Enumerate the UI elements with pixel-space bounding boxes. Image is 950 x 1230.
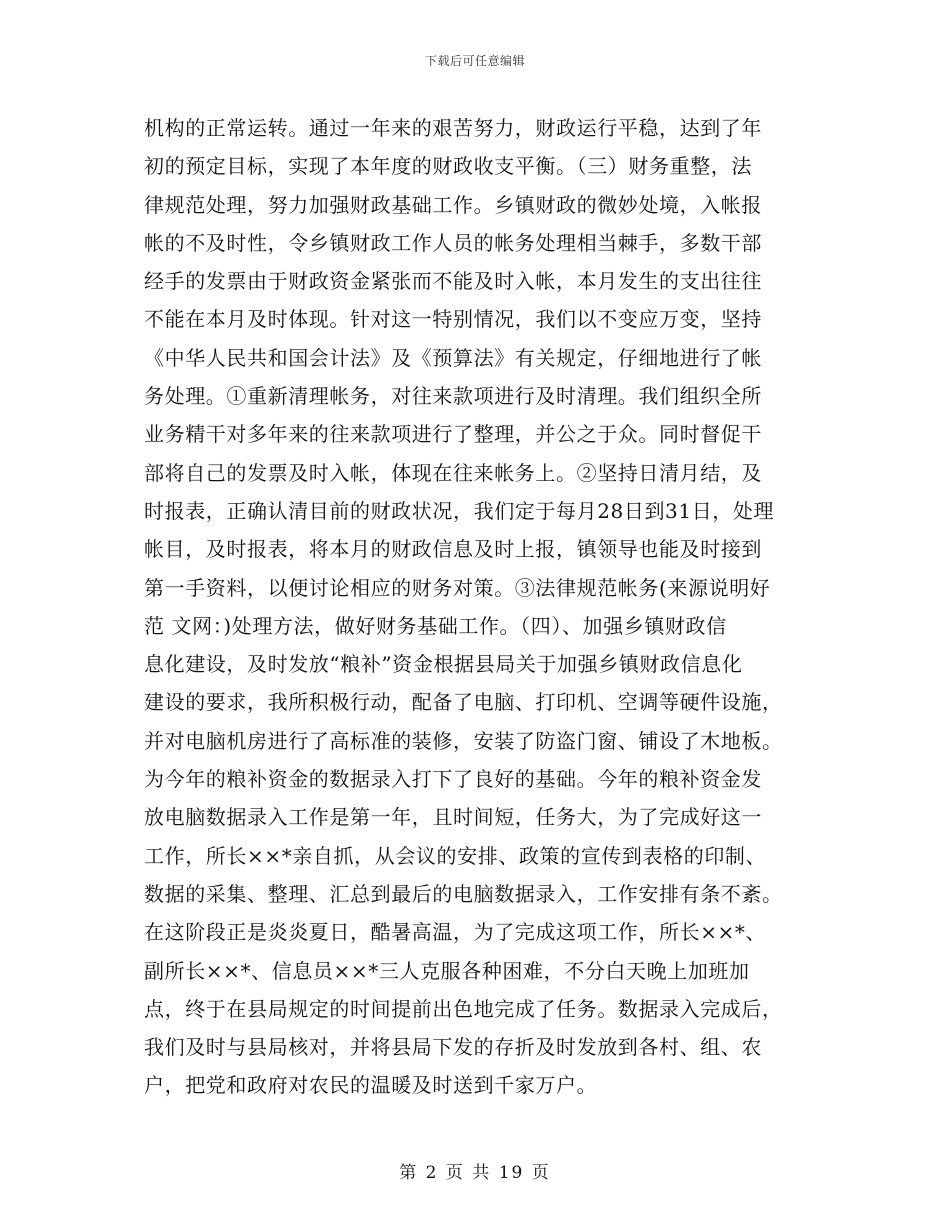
body-text [144, 109, 824, 1105]
text-line: 为今年的粮补资金的数据录入打下了良好的基础。今年的粮补资金发 [144, 767, 762, 792]
text-line: 在这阶段正是炎炎夏日，酷暑高温，为了完成这项工作，所长××*、 [144, 920, 767, 945]
text-line: 建设的要求，我所积极行动，配备了电脑、打印机、空调等硬件设施， [144, 690, 783, 715]
text-line: 息化建设，及时发放“粮补”资金根据县局关于加强乡镇财政信息化 [144, 652, 743, 677]
text-line: 《中华人民共和国会计法》及《预算法》有关规定，仔细地进行了帐 [144, 345, 762, 370]
text-line: 帐的不及时性，令乡镇财政工作人员的帐务处理相当棘手，多数干部 [144, 230, 762, 255]
text-line: 时报表，正确认清目前的财政状况，我们定于每月28日到31日，处理 [144, 498, 775, 523]
text-line: 我们及时与县局核对，并将县局下发的存折及时发放到各村、组、农 [144, 1035, 762, 1060]
text-line: 初的预定目标，实现了本年度的财政收支平衡。（三）财务重整，法 [144, 154, 752, 179]
text-line: 放电脑数据录入工作是第一年，且时间短，任务大，为了完成好这一 [144, 805, 762, 830]
text-line: 副所长××*、信息员××*三人克服各种困难，不分白天晚上加班加 [144, 958, 750, 983]
text-line: 务处理。①重新清理帐务，对往来款项进行及时清理。我们组织全所 [144, 384, 762, 409]
text-line: 工作，所长××*亲自抓，从会议的安排、政策的宣传到表格的印制、 [144, 843, 767, 868]
text-line: 范 文网：)处理方法，做好财务基础工作。（四）、加强乡镇财政信 [144, 613, 727, 638]
text-line: 并对电脑机房进行了高标准的装修，安装了防盗门窗、铺设了木地板。 [144, 728, 783, 753]
text-line: 经手的发票由于财政资金紧张而不能及时入帐，本月发生的支出往往 [144, 269, 762, 294]
text-line: 律规范处理，努力加强财政基础工作。乡镇财政的微妙处境，入帐报 [144, 192, 762, 217]
page-footer: 第 2 页 共 19 页 [399, 1163, 551, 1183]
text-line: 不能在本月及时体现。针对这一特别情况，我们以不变应万变，坚持 [144, 307, 762, 332]
text-line: 部将自己的发票及时入帐，体现在往来帐务上。②坚持日清月结，及 [144, 460, 762, 485]
text-line: 帐目，及时报表，将本月的财政信息及时上报，镇领导也能及时接到 [144, 537, 762, 562]
text-line: 机构的正常运转。通过一年来的艰苦努力，财政运行平稳，达到了年 [144, 116, 762, 140]
text-line: 户，把党和政府对农民的温暖及时送到千家万户。 [144, 1073, 598, 1098]
text-line: 第一手资料，以便讨论相应的财务对策。③法律规范帐务(来源说明好 [144, 575, 771, 600]
text-line: 数据的采集、整理、汇总到最后的电脑数据录入，工作安排有条不紊。 [144, 881, 783, 906]
text-line: 点，终于在县局规定的时间提前出色地完成了任务。数据录入完成后， [144, 996, 783, 1021]
text-line: 业务精干对多年来的往来款项进行了整理，并公之于众。同时督促干 [144, 422, 762, 447]
page-header: 下载后可任意编辑 [424, 54, 525, 68]
